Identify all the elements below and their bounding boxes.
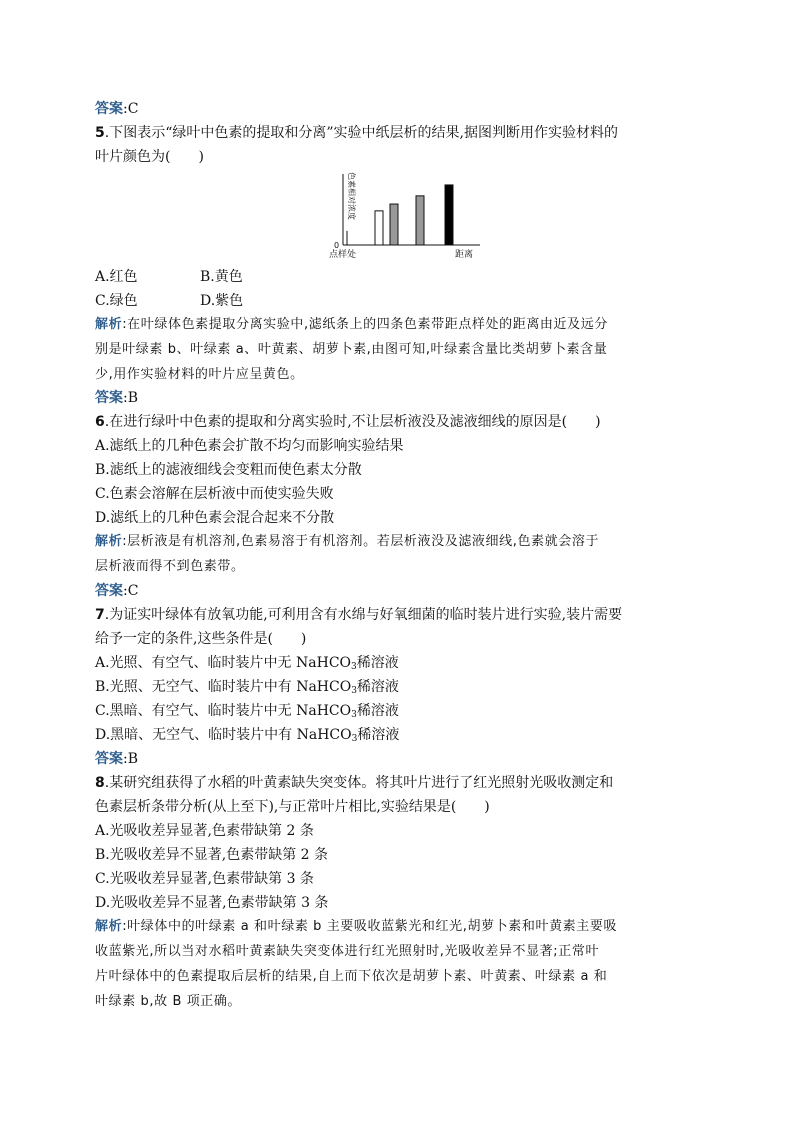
q8-analysis-line1 (95, 918, 617, 936)
q7-stem-line1 (95, 606, 622, 624)
option-c[interactable] (95, 702, 399, 720)
answer-label: 答案 (95, 583, 123, 599)
chart-bar-3 (390, 204, 398, 245)
bars-group (347, 185, 453, 245)
option-a[interactable]: A.光吸收差异显著,色素带缺第 2 条 (95, 823, 314, 839)
answer-label: 答案 (95, 390, 123, 406)
option-a[interactable]: A.红色 (95, 269, 138, 285)
answer-value: :B (123, 390, 139, 406)
answer-value: :C (123, 583, 139, 599)
subscript: 3 (351, 686, 357, 696)
q5-answer (95, 389, 138, 407)
q5-options-row1 (95, 268, 243, 286)
q8-analysis-line2: 收蓝紫光,所以当对水稻叶黄素缺失突变体进行红光照射时,光吸收差异不显著;正常叶 (95, 944, 600, 959)
analysis-text: :层析液是有机溶剂,色素易溶于有机溶剂。若层析液没及滤液细线,色素就会溶于 (122, 534, 600, 549)
prev-answer (95, 100, 138, 118)
question-text: .下图表示“绿叶中色素的提取和分离”实验中纸层析的结果,据图判断用作实验材料的 (104, 125, 618, 141)
q8-analysis-line3: 片叶绿体中的色素提取后层析的结果,自上而下依次是胡萝卜素、叶黄素、叶绿素 a 和 (95, 969, 608, 984)
chromatography-bar-chart (325, 168, 505, 260)
q5-analysis-line1 (95, 316, 608, 334)
option-d[interactable]: D.紫色 (200, 293, 244, 309)
question-text: .某研究组获得了水稻的叶黄素缺失突变体。将其叶片进行了红光照射光吸收测定和 (104, 775, 614, 791)
option-text-end: 稀溶液 (357, 727, 400, 743)
analysis-text: :在叶绿体色素提取分离实验中,滤纸条上的四条色素带距点样处的距离由近及远分 (122, 317, 608, 332)
option-d[interactable]: D.滤纸上的几种色素会混合起来不分散 (95, 510, 335, 526)
option-a[interactable]: A.滤纸上的几种色素会扩散不均匀而影响实验结果 (95, 438, 404, 454)
question-number: 6 (95, 414, 105, 430)
q5-stem-line2: 叶片颜色为( ) (95, 149, 204, 165)
q6-analysis-line1 (95, 533, 599, 551)
zero-label: 0 (334, 241, 340, 250)
option-text: D.黑暗、无空气、临时装片中有 NaHCO (95, 727, 352, 743)
q8-stem-line2: 色素层析条带分析(从上至下),与正常叶片相比,实验结果是( ) (95, 799, 490, 815)
y-axis-label: 色素相对浓度 (347, 172, 356, 220)
option-b[interactable]: B.黄色 (200, 269, 243, 285)
subscript: 3 (351, 734, 358, 744)
option-c[interactable]: C.色素会溶解在层析液中而使实验失败 (95, 486, 334, 502)
option-b[interactable]: B.滤纸上的滤液细线会变粗而使色素太分散 (95, 462, 362, 478)
q6-answer (95, 582, 138, 600)
subscript: 3 (351, 710, 357, 720)
analysis-label: 解析 (95, 919, 123, 934)
option-d[interactable]: D.光吸收差异不显著,色素带缺第 3 条 (95, 895, 329, 911)
q8-stem-line1 (95, 774, 613, 792)
analysis-label: 解析 (95, 317, 123, 332)
q6-analysis-line2: 层析液而得不到色素带。 (95, 559, 245, 574)
option-text-end: 稀溶液 (356, 703, 399, 719)
answer-value: :B (123, 751, 139, 767)
option-text: B.光照、无空气、临时装片中有 NaHCO (95, 679, 352, 695)
question-text: .在进行绿叶中色素的提取和分离实验时,不让层析液没及滤液细线的原因是( ) (104, 414, 601, 430)
x-axis-label: 距离 (455, 250, 474, 260)
origin-label: 点样处 (329, 250, 357, 260)
option-text-end: 稀溶液 (356, 655, 399, 671)
question-number: 5 (95, 125, 105, 141)
q7-answer (95, 750, 138, 768)
option-text: C.黑暗、有空气、临时装片中无 NaHCO (95, 703, 352, 719)
q7-stem-line2: 给予一定的条件,这些条件是( ) (95, 631, 307, 647)
answer-value: :C (123, 101, 139, 117)
chart-bar-2 (375, 211, 383, 245)
question-text: .为证实叶绿体有放氧功能,可利用含有水绵与好氧细菌的临时装片进行实验,装片需要 (104, 607, 623, 623)
answer-label: 答案 (95, 751, 123, 767)
q5-analysis-line3: 少,用作实验材料的叶片应呈黄色。 (95, 367, 304, 382)
q5-stem-line1 (95, 124, 618, 142)
option-b[interactable] (95, 678, 399, 696)
analysis-text: :叶绿体中的叶绿素 a 和叶绿素 b 主要吸收蓝紫光和红光,胡萝卜素和叶黄素主要吸 (122, 919, 618, 934)
question-number: 7 (95, 607, 105, 623)
q5-options-row2 (95, 292, 243, 310)
option-d[interactable] (95, 726, 399, 744)
answer-label: 答案 (95, 101, 123, 117)
q8-analysis-line4: 叶绿素 b,故 B 项正确。 (95, 994, 242, 1009)
subscript: 3 (351, 662, 357, 672)
analysis-label: 解析 (95, 534, 123, 549)
option-text-end: 稀溶液 (356, 679, 399, 695)
option-a[interactable] (95, 654, 399, 672)
option-b[interactable]: B.光吸收差异不显著,色素带缺第 2 条 (95, 847, 328, 863)
chart-bar-5 (445, 185, 453, 245)
chart-bar-4 (416, 196, 424, 245)
option-c[interactable]: C.绿色 (95, 293, 138, 309)
q5-analysis-line2: 别是叶绿素 b、叶绿素 a、叶黄素、胡萝卜素,由图可知,叶绿素含量比类胡萝卜素含量 (95, 342, 608, 357)
option-text: A.光照、有空气、临时装片中无 NaHCO (95, 655, 352, 671)
question-number: 8 (95, 775, 105, 791)
q6-stem (95, 413, 601, 431)
option-c[interactable]: C.光吸收差异显著,色素带缺第 3 条 (95, 871, 314, 887)
